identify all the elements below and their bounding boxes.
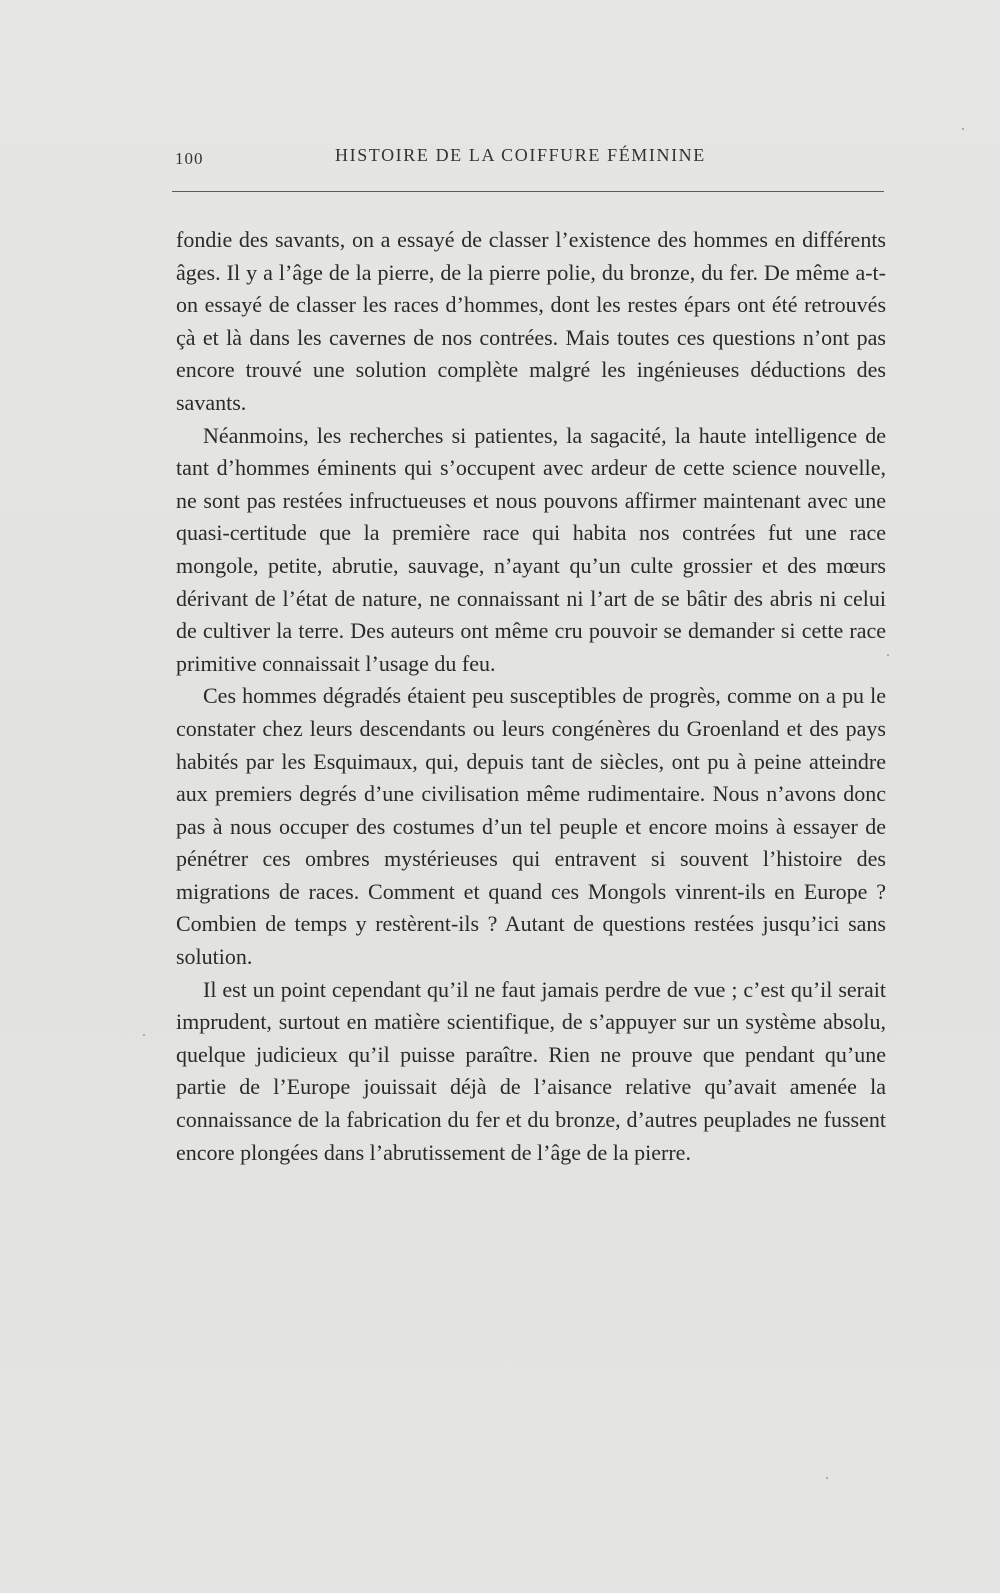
paper-speck: [887, 654, 889, 656]
paragraph: Néanmoins, les recherches si patientes, la sagacité, la haute intelligence de tant d’hommes éminents qui s’occupent avec ardeur de cette science nouvelle, ne sont pas restées infructueuses et nous pouvons affirmer maintenant avec une quasi-certitude que la première race qui habita nos contrées fut une race mongole, petite, abrutie, sauvage, n’ayant qu’un culte grossier et des mœurs dérivant de l’état de nature, ne connaissant ni l’art de se bâtir des abris ni celui de cultiver la terre. Des auteurs ont même cru pouvoir se demander si cette race primitive connaissait l’usage du feu.: [176, 422, 886, 676]
paragraph: Il est un point cependant qu’il ne faut jamais perdre de vue ; c’est qu’il serait imprudent, surtout en matière scientifique, de s’appuyer sur un système absolu, quelque judicieux qu’il puisse paraître. Rien ne prouve que pendant qu’une partie de l’Europe jouissait déjà de l’aisance relative qu’avait amenée la connaissance de la fabrication du fer et du bronze, d’autres peuplades ne fussent encore plongées dans l’abrutissement de l’âge de la pierre.: [176, 976, 886, 1165]
paper-speck: [962, 128, 964, 130]
running-title: HISTOIRE DE LA COIFFURE FÉMININE: [335, 145, 706, 165]
paragraph: Ces hommes dégradés étaient peu susceptibles de progrès, comme on a pu le constater chez leurs descendants ou leurs congénères du Groenland et des pays habités par les Esquimaux, qui, depuis tant de siècles, ont pu à peine atteindre aux premiers degrés d’une civilisation même rudimentaire. Nous n’avons donc pas à nous occuper des costumes d’un tel peuple et encore moins à essayer de pénétrer ces ombres mystérieuses qui entravent si souvent l’histoire des migrations de races. Comment et quand ces Mongols vinrent-ils en Europe ? Combien de temps y restèrent-ils ? Autant de questions restées jusqu’ici sans solution.: [176, 683, 886, 970]
page-number: 100: [175, 149, 204, 168]
running-header: [175, 143, 885, 173]
paragraph-continued: fondie des savants, on a essayé de classer l’existence des hommes en différents âges. Il y a l’âge de la pierre, de la pierre polie, du bronze, du fer. De même a-t-on essayé de classer les races d’hommes, dont les restes épars ont été retrouvés çà et là dans les cavernes de nos contrées. Mais toutes ces questions n’ont pas encore trouvé une solution complète malgré les ingénieuses déductions des savants.: [176, 227, 886, 415]
header-divider: [172, 191, 884, 192]
paper-speck: [143, 1034, 145, 1036]
body-text: [176, 224, 886, 1169]
paper-speck: [826, 1477, 828, 1479]
